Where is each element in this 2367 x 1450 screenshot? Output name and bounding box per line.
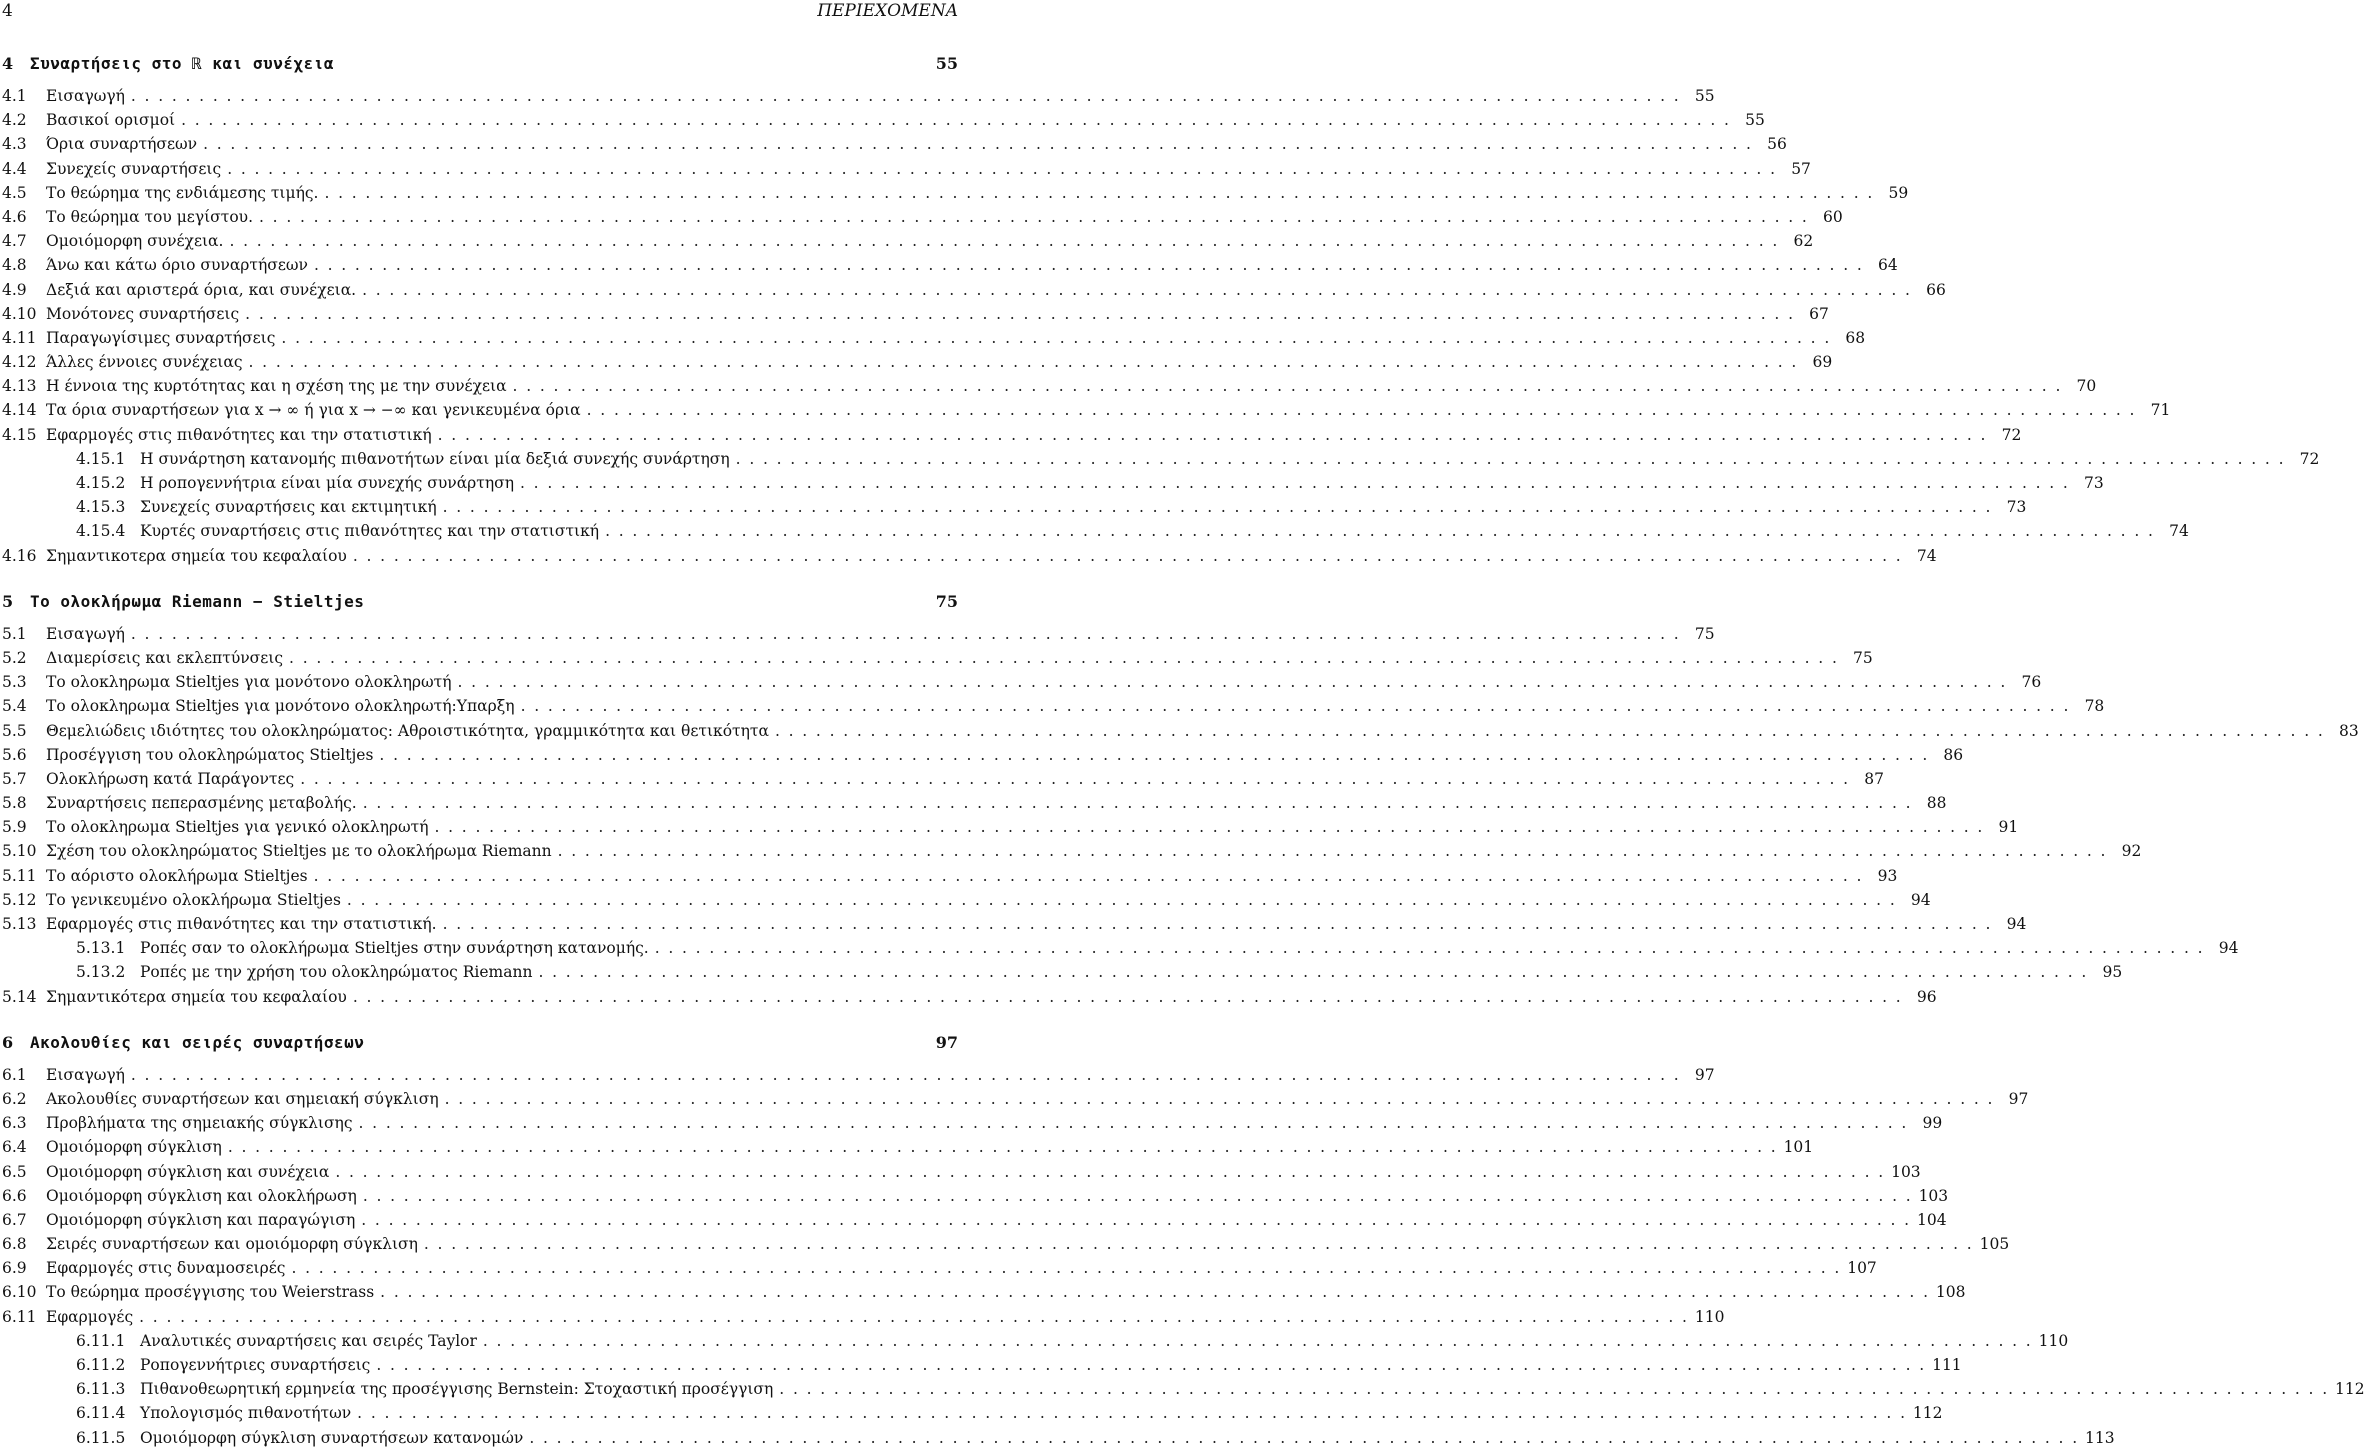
dot-leader <box>324 181 1874 205</box>
dot-leader <box>131 1063 1681 1087</box>
entry-title: Εφαρμογές στις πιθανότητες και την στατιστική <box>46 425 432 444</box>
entry-page: 113 <box>2085 1428 2115 1447</box>
entry-page: 87 <box>1864 769 1884 788</box>
dot-leader <box>513 374 2063 398</box>
toc-section-entry[interactable] <box>2 622 1715 646</box>
entry-title: Παραγωγίσιμες συναρτήσεις <box>46 328 276 347</box>
toc-section-entry[interactable] <box>2 181 1909 205</box>
entry-number: 4.15.4 <box>76 522 126 541</box>
dot-leader <box>353 544 1903 568</box>
toc-section-entry[interactable] <box>2 864 1898 888</box>
entry-title: Τα όρια συναρτήσεων για x → ∞ ή για x → −∞ και γενικευμένα όρια <box>46 401 581 420</box>
dot-leader <box>139 1305 1689 1329</box>
chapter-heading[interactable] <box>2 46 960 84</box>
toc-section-entry[interactable] <box>2 1305 1725 1329</box>
entry-number: 5.1 <box>2 624 27 643</box>
dot-leader <box>438 423 1988 447</box>
dot-leader <box>458 670 2008 694</box>
entry-number: 4.14 <box>2 401 37 420</box>
toc-section-entry[interactable] <box>2 888 1931 912</box>
dot-leader <box>353 985 1903 1009</box>
entry-page: 94 <box>1910 890 1931 909</box>
entry-title: Εφαρμογές <box>46 1307 134 1326</box>
entry-number: 4.15.1 <box>76 449 126 468</box>
dot-leader <box>227 157 1777 181</box>
entry-title: Ακολουθίες συναρτήσεων και σημειακή σύγκλιση <box>46 1089 439 1108</box>
running-head: ΠΕΡΙΕΧΟΜΕΝΑ <box>817 1 958 21</box>
entry-number: 6.11.5 <box>76 1428 126 1447</box>
entry-page: 99 <box>1922 1114 1943 1133</box>
chapter-page: 75 <box>935 591 958 611</box>
chapter-page: 97 <box>935 1032 958 1052</box>
entry-number: 6.9 <box>2 1259 27 1278</box>
entry-number: 4.16 <box>2 546 37 565</box>
toc-subsection-entry[interactable] <box>2 1401 1943 1425</box>
entry-page: 75 <box>1853 648 1873 667</box>
entry-number: 6.6 <box>2 1186 27 1205</box>
entry-title: Ροπές σαν το ολοκλήρωμα Stieltjes στην συνάρτηση κατανομής. <box>140 939 649 958</box>
dot-leader <box>314 864 1864 888</box>
entry-number: 4.1 <box>2 87 27 105</box>
dot-leader <box>443 495 1993 519</box>
toc-section-entry[interactable] <box>2 205 1843 229</box>
toc-section-entry[interactable] <box>2 791 1947 815</box>
dot-leader <box>228 1135 1778 1159</box>
dot-leader <box>361 1208 1911 1232</box>
entry-number: 4.5 <box>2 183 27 202</box>
entry-title: Πιθανοθεωρητική ερμηνεία της προσέγγισης Bernstein: Στοχαστική προσέγγιση <box>140 1380 774 1399</box>
entry-number: 4.11 <box>2 328 37 347</box>
entry-title: Εισαγωγή <box>46 87 125 105</box>
entry-number: 6.1 <box>2 1065 27 1084</box>
entry-page: 105 <box>1979 1235 2010 1254</box>
entry-title: Άνω και κάτω όριο συναρτήσεων <box>46 256 308 275</box>
dot-leader <box>300 767 1850 791</box>
entry-number: 5.8 <box>2 794 27 813</box>
dot-leader <box>736 447 2286 471</box>
toc-section-entry[interactable] <box>2 839 2142 863</box>
dot-leader <box>424 1232 1974 1256</box>
entry-page: 76 <box>2021 673 2042 692</box>
entry-page: 97 <box>2008 1089 2029 1108</box>
entry-number: 6.11.2 <box>76 1356 126 1374</box>
dot-leader <box>655 936 2205 960</box>
entry-title: Σχέση του ολοκληρώματος Stieltjes με το ολοκλήρωμα Riemann <box>46 842 552 861</box>
entry-page: 112 <box>2335 1380 2365 1399</box>
entry-page: 70 <box>2076 377 2097 396</box>
entry-number: 6.11.4 <box>76 1404 126 1423</box>
entry-page: 68 <box>1845 328 1866 347</box>
entry-title: Εφαρμογές στις πιθανότητες και την στατιστική. <box>46 915 437 933</box>
entry-title: Η συνάρτηση κατανομής πιθανοτήτων είναι μία δεξιά συνεχής συνάρτηση <box>140 449 730 468</box>
toc-subsection-entry[interactable] <box>2 447 2320 471</box>
entry-number: 6.7 <box>2 1210 27 1229</box>
dot-leader <box>203 132 1753 156</box>
dot-leader <box>181 108 1731 132</box>
chapter-page: 55 <box>935 54 958 73</box>
entry-number: 4.13 <box>2 377 37 396</box>
entry-page: 83 <box>2338 721 2359 740</box>
entry-title: Συναρτήσεις πεπερασμένης μεταβολής. <box>46 794 357 813</box>
entry-page: 111 <box>1932 1356 1962 1374</box>
toc-subsection-entry[interactable] <box>2 1329 2069 1353</box>
entry-title: Η έννοια της κυρτότητας και η σχέση της με την συνέχεια <box>46 377 507 396</box>
chapter-title: Συναρτήσεις στο ℝ και συνέχεια <box>30 54 334 73</box>
entry-number: 5.13 <box>2 915 37 933</box>
dot-leader <box>335 1160 1885 1184</box>
entry-page: 56 <box>1767 135 1787 154</box>
table-of-contents <box>2 46 2365 1450</box>
dot-leader <box>229 229 1779 253</box>
toc-section-entry[interactable] <box>2 132 1787 156</box>
chapter-number: 5 <box>2 591 14 611</box>
toc-subsection-entry[interactable] <box>2 960 2123 984</box>
entry-page: 64 <box>1877 256 1898 275</box>
entry-title: Η ροπογεννήτρια είναι μία συνεχής συνάρτηση <box>140 474 515 492</box>
entry-page: 59 <box>1888 183 1909 202</box>
toc-section-entry[interactable] <box>2 912 2027 936</box>
dot-leader <box>363 791 1913 815</box>
entry-page: 71 <box>2150 401 2171 420</box>
entry-title: Βασικοί ορισμοί <box>46 111 176 130</box>
toc-section-entry[interactable] <box>2 719 2359 743</box>
entry-page: 104 <box>1917 1210 1947 1229</box>
entry-title: Αναλυτικές συναρτήσεις και σειρές Taylor <box>140 1331 477 1350</box>
toc-subsection-entry[interactable] <box>2 1377 2365 1401</box>
entry-page: 91 <box>1998 818 2019 837</box>
toc-section-entry[interactable] <box>2 423 2022 447</box>
dot-leader <box>445 1087 1995 1111</box>
toc-subsection-entry[interactable] <box>2 495 2027 519</box>
entry-page: 86 <box>1943 745 1964 764</box>
entry-page: 94 <box>2218 939 2239 958</box>
toc-section-entry[interactable] <box>2 1280 1966 1304</box>
toc-section-entry[interactable] <box>2 108 1765 132</box>
entry-number: 5.7 <box>2 769 27 788</box>
toc-subsection-entry[interactable] <box>2 471 2104 495</box>
entry-page: 94 <box>2006 915 2027 933</box>
entry-title: Το αόριστο ολοκλήρωμα Stieltjes <box>46 866 308 885</box>
entry-title: Μονότονες συναρτήσεις <box>46 304 240 323</box>
entry-number: 4.6 <box>2 207 27 226</box>
chapter-number: 6 <box>2 1032 14 1052</box>
entry-page: 88 <box>1926 794 1947 813</box>
toc-section-entry[interactable] <box>2 1208 1947 1232</box>
entry-page: 73 <box>2006 498 2027 517</box>
dot-leader <box>380 1280 1930 1304</box>
dot-leader <box>249 350 1799 374</box>
entry-title: Εισαγωγή <box>46 624 125 643</box>
entry-title: Το θεώρημα προσέγγισης του Weierstrass <box>46 1283 375 1302</box>
entry-page: 55 <box>1745 111 1765 130</box>
dot-leader <box>587 398 2137 422</box>
entry-page: 103 <box>1891 1162 1921 1181</box>
entry-number: 4.9 <box>2 280 27 299</box>
chapter-title: Ακολουθίες και σειρές συναρτήσεων <box>30 1032 365 1052</box>
toc-section-entry[interactable] <box>2 1087 2029 1111</box>
page-number: 4 <box>2 1 13 21</box>
toc-subsection-entry[interactable] <box>2 1426 2115 1450</box>
toc-subsection-entry[interactable] <box>2 519 2189 543</box>
entry-number: 5.10 <box>2 842 37 861</box>
entry-page: 108 <box>1935 1283 1966 1302</box>
dot-leader <box>131 622 1681 646</box>
entry-page: 96 <box>1916 987 1937 1006</box>
toc-section-entry[interactable] <box>2 815 2019 839</box>
entry-page: 78 <box>2084 697 2105 716</box>
entry-title: Ολοκλήρωση κατά Παράγοντες <box>46 769 295 788</box>
entry-page: 55 <box>1694 87 1715 105</box>
entry-title: Εισαγωγή <box>46 1065 125 1084</box>
entry-page: 92 <box>2121 842 2142 861</box>
entry-title: Ροπές με την χρήση του ολοκληρώματος Riemann <box>140 963 533 982</box>
toc-section-entry[interactable] <box>2 743 1964 767</box>
dot-leader <box>376 1353 1926 1377</box>
toc-section-entry[interactable] <box>2 1232 2010 1256</box>
entry-number: 4.7 <box>2 232 27 251</box>
entry-number: 5.3 <box>2 673 27 692</box>
entry-number: 5.11 <box>2 866 37 885</box>
dot-leader <box>435 815 1985 839</box>
entry-number: 6.5 <box>2 1162 27 1181</box>
dot-leader <box>779 1377 2329 1401</box>
entry-page: 74 <box>1916 546 1937 565</box>
toc-section-entry[interactable] <box>2 1135 1814 1159</box>
dot-leader <box>521 694 2071 718</box>
entry-title: Θεμελιώδεις ιδιότητες του ολοκληρώματος: Αθροιστικότητα, γραμμικότητα και θετικότητα <box>46 721 769 740</box>
entry-page: 69 <box>1812 353 1833 372</box>
entry-title: Προσέγγιση του ολοκληρώματος Stieltjes <box>46 745 374 764</box>
toc-section-entry[interactable] <box>2 326 1866 350</box>
entry-title: Συνεχείς συναρτήσεις και εκτιμητική <box>140 498 437 517</box>
entry-title: Το θεώρημα της ενδιάμεσης τιμής. <box>46 183 319 202</box>
toc-section-entry[interactable] <box>2 1256 1877 1280</box>
toc-section-entry[interactable] <box>2 767 1884 791</box>
dot-leader <box>605 519 2155 543</box>
dot-leader <box>379 743 1929 767</box>
entry-number: 4.3 <box>2 135 27 154</box>
entry-title: Σημαντικοτερα σημεία του κεφαλαίου <box>46 546 347 565</box>
dot-leader <box>289 646 1839 670</box>
dot-leader <box>529 1426 2079 1450</box>
entry-number: 5.6 <box>2 745 27 764</box>
toc-section-entry[interactable] <box>2 1160 1921 1184</box>
entry-title: Το θεώρημα του μεγίστου. <box>46 207 254 226</box>
dot-leader <box>314 253 1864 277</box>
toc-subsection-entry[interactable] <box>2 936 2239 960</box>
dot-leader <box>443 912 1993 936</box>
entry-page: 110 <box>2038 1331 2069 1350</box>
toc-section-entry[interactable] <box>2 302 1829 326</box>
entry-page: 62 <box>1793 232 1814 251</box>
entry-page: 103 <box>1918 1186 1949 1205</box>
entry-number: 6.8 <box>2 1235 27 1254</box>
toc-section-entry[interactable] <box>2 374 2097 398</box>
chapter-title: Το ολοκλήρωμα Riemann − Stieltjes <box>30 591 365 611</box>
entry-number: 6.2 <box>2 1089 27 1108</box>
entry-page: 110 <box>1694 1307 1725 1326</box>
dot-leader <box>357 1401 1907 1425</box>
page-header <box>0 0 960 30</box>
entry-number: 6.4 <box>2 1138 27 1157</box>
entry-title: Ομοιόμορφη σύγκλιση και παραγώγιση <box>46 1210 356 1229</box>
entry-title: Κυρτές συναρτήσεις στις πιθανότητες και την στατιστική <box>140 522 600 541</box>
toc-section-entry[interactable] <box>2 253 1898 277</box>
entry-title: Το ολοκληρωμα Stieltjes για μονότονο ολοκληρωτή:Υπαρξη <box>46 697 515 716</box>
entry-page: 75 <box>1694 624 1715 643</box>
entry-page: 67 <box>1809 304 1829 323</box>
dot-leader <box>775 719 2325 743</box>
dot-leader <box>558 839 2108 863</box>
entry-number: 5.14 <box>2 987 37 1006</box>
entry-page: 72 <box>2001 425 2022 444</box>
toc-section-entry[interactable] <box>2 670 2042 694</box>
entry-number: 5.13.1 <box>76 939 126 958</box>
entry-page: 57 <box>1791 159 1811 178</box>
entry-number: 6.11.1 <box>76 1331 126 1350</box>
entry-page: 112 <box>1912 1404 1943 1423</box>
entry-number: 6.11 <box>2 1307 37 1326</box>
entry-title: Το ολοκληρωμα Stieltjes για μονότονο ολοκληρωτή <box>46 673 452 692</box>
entry-page: 66 <box>1926 280 1946 299</box>
dot-leader <box>359 1111 1909 1135</box>
dot-leader <box>245 302 1795 326</box>
entry-page: 74 <box>2169 522 2189 541</box>
dot-leader <box>347 888 1897 912</box>
toc-section-entry[interactable] <box>2 84 1715 108</box>
entry-page: 95 <box>2102 963 2123 982</box>
entry-number: 5.12 <box>2 890 37 909</box>
toc-section-entry[interactable] <box>2 229 1814 253</box>
entry-title: Ροπογεννήτριες συναρτήσεις <box>140 1356 371 1374</box>
toc-section-entry[interactable] <box>2 694 2105 718</box>
chapter-number: 4 <box>2 54 14 73</box>
toc-section-entry[interactable] <box>2 350 1833 374</box>
entry-page: 60 <box>1823 207 1843 226</box>
entry-page: 97 <box>1694 1065 1715 1084</box>
dot-leader <box>259 205 1809 229</box>
toc-section-entry[interactable] <box>2 1063 1715 1087</box>
entry-number: 5.9 <box>2 818 27 837</box>
toc-section-entry[interactable] <box>2 398 2171 422</box>
entry-number: 5.4 <box>2 697 27 716</box>
entry-number: 4.2 <box>2 111 27 130</box>
entry-title: Ομοιόμορφη σύγκλιση <box>46 1138 222 1157</box>
entry-number: 5.13.2 <box>76 963 126 982</box>
toc-section-entry[interactable] <box>2 278 1946 302</box>
entry-title: Προβλήματα της σημειακής σύγκλισης <box>46 1114 353 1133</box>
entry-number: 4.12 <box>2 353 37 372</box>
entry-page: 107 <box>1847 1259 1877 1278</box>
dot-leader <box>538 960 2088 984</box>
entry-number: 5.2 <box>2 648 27 667</box>
entry-number: 4.10 <box>2 304 37 323</box>
toc-section-entry[interactable] <box>2 646 1873 670</box>
toc-section-entry[interactable] <box>2 157 1811 181</box>
toc-section-entry[interactable] <box>2 544 1937 568</box>
entry-page: 73 <box>2084 474 2104 492</box>
entry-number: 6.3 <box>2 1114 27 1133</box>
chapter-heading[interactable] <box>2 584 960 622</box>
entry-number: 4.15.2 <box>76 474 126 492</box>
dot-leader <box>520 471 2070 495</box>
entry-title: Ομοιόμορφη σύγκλιση συναρτήσεων κατανομών <box>140 1428 524 1447</box>
entry-number: 4.4 <box>2 159 27 178</box>
entry-title: Υπολογισμός πιθανοτήτων <box>140 1404 352 1423</box>
entry-title: Δεξιά και αριστερά όρια, και συνέχεια. <box>46 280 357 299</box>
entry-title: Ομοιόμορφη συνέχεια. <box>46 232 224 251</box>
entry-number: 5.5 <box>2 721 27 740</box>
entry-number: 6.11.3 <box>76 1380 126 1399</box>
entry-number: 6.10 <box>2 1283 37 1302</box>
entry-title: Εφαρμογές στις δυναμοσειρές <box>46 1259 286 1278</box>
entry-page: 93 <box>1877 866 1898 885</box>
chapter-heading[interactable] <box>2 1025 960 1063</box>
toc-section-entry[interactable] <box>2 985 1937 1009</box>
entry-title: Σημαντικότερα σημεία του κεφαλαίου <box>46 987 347 1006</box>
entry-title: Άλλες έννοιες συνέχειας <box>46 353 243 372</box>
dot-leader <box>281 326 1831 350</box>
entry-title: Το ολοκληρωμα Stieltjes για γενικό ολοκληρωτή <box>46 818 429 837</box>
entry-number: 4.15 <box>2 425 37 444</box>
entry-title: Ομοιόμορφη σύγκλιση και ολοκλήρωση <box>46 1186 357 1205</box>
dot-leader <box>291 1256 1841 1280</box>
dot-leader <box>131 84 1681 108</box>
entry-title: Διαμερίσεις και εκλεπτύνσεις <box>46 648 284 667</box>
entry-title: Σειρές συναρτήσεων και ομοιόμορφη σύγκλιση <box>46 1235 418 1254</box>
entry-title: Συνεχείς συναρτήσεις <box>46 159 222 178</box>
entry-title: Το γενικευμένο ολοκλήρωμα Stieltjes <box>46 890 341 909</box>
entry-page: 72 <box>2299 449 2320 468</box>
toc-section-entry[interactable] <box>2 1111 1943 1135</box>
entry-number: 4.8 <box>2 256 27 275</box>
entry-title: Όρια συναρτήσεων <box>46 135 198 154</box>
dot-leader <box>483 1329 2033 1353</box>
entry-number: 4.15.3 <box>76 498 126 517</box>
toc-subsection-entry[interactable] <box>2 1353 1962 1377</box>
entry-title: Ομοιόμορφη σύγκλιση και συνέχεια <box>46 1162 330 1181</box>
dot-leader <box>363 1184 1913 1208</box>
dot-leader <box>362 278 1912 302</box>
toc-section-entry[interactable] <box>2 1184 1949 1208</box>
entry-page: 101 <box>1783 1138 1814 1157</box>
